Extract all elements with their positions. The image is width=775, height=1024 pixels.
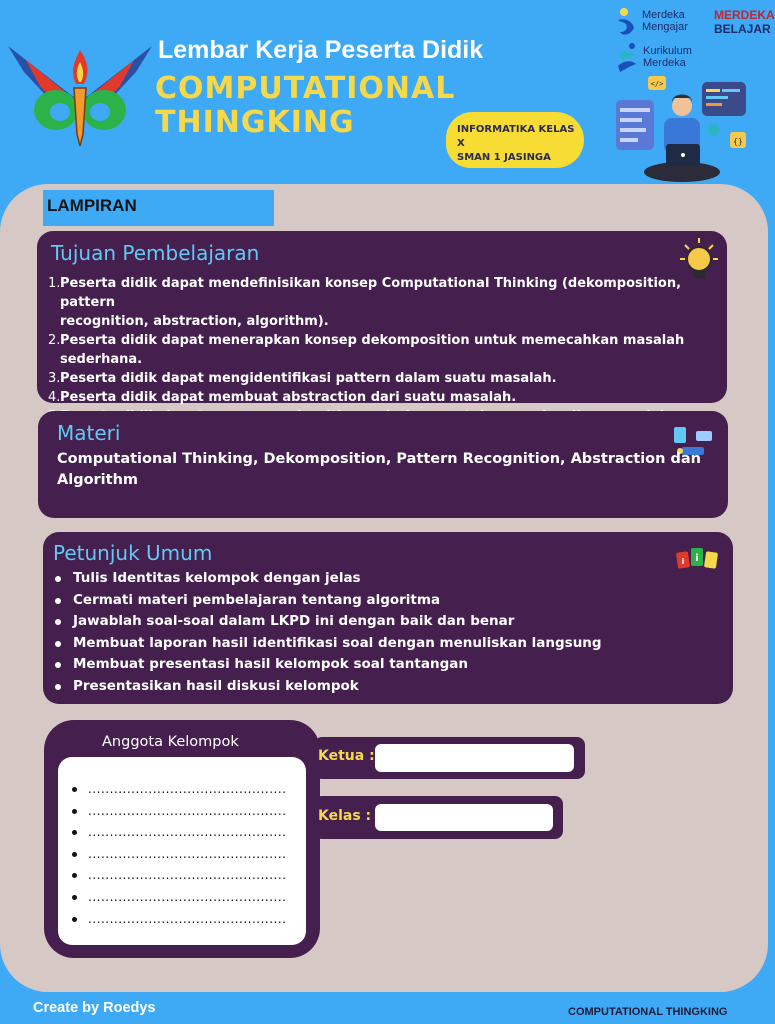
- list-item: [48, 274, 720, 331]
- member-line[interactable]: ..............................................: [70, 909, 286, 931]
- list-number: 3.: [48, 371, 61, 386]
- materi-card: [38, 411, 728, 518]
- member-line[interactable]: ..............................................: [70, 887, 286, 909]
- ketua-input[interactable]: [375, 744, 574, 772]
- subtitle-line-1: COMPUTATIONAL: [155, 71, 456, 106]
- list-item: Membuat laporan hasil identifikasi soal dengan menuliskan langsung: [53, 633, 693, 655]
- programmer-illustration: [612, 74, 754, 190]
- list-item: Membuat presentasi hasil kelompok soal tantangan: [53, 654, 693, 676]
- tujuan-list: [48, 274, 720, 426]
- materi-line-1: Computational Thinking, Dekomposition, Pattern Recognition, Abstraction dan: [57, 451, 702, 467]
- list-item: [48, 369, 720, 388]
- page-title: Lembar Kerja Peserta Didik: [158, 36, 484, 64]
- member-line[interactable]: ..............................................: [70, 844, 286, 866]
- merdeka-mengajar-logo: [616, 6, 708, 40]
- badge-line-1: INFORMATIKA KELAS X: [457, 124, 575, 149]
- merdeka-mengajar-line2: Mengajar: [642, 21, 688, 33]
- kelas-input[interactable]: [375, 804, 553, 831]
- kurikulum-merdeka-logo: [616, 42, 708, 76]
- anggota-title: Anggota Kelompok: [102, 734, 239, 750]
- kurikulum-merdeka-icon: [616, 42, 640, 74]
- tujuan-text: recognition, abstraction, algorithm).: [60, 314, 329, 329]
- footer-credit: Create by Roedys: [33, 1000, 156, 1016]
- class-badge: [446, 112, 584, 168]
- tujuan-card: [37, 231, 727, 403]
- petunjuk-card: [43, 532, 733, 704]
- list-number: 4.: [48, 390, 61, 405]
- merdeka-mengajar-icon: [616, 6, 638, 38]
- kurikulum-line1: Kurikulum: [643, 45, 692, 57]
- list-number: 1.: [48, 276, 61, 291]
- tujuan-text: Peserta didik dapat mengidentifikasi pattern dalam suatu masalah.: [60, 371, 557, 386]
- svg-text:i: i: [695, 553, 699, 564]
- merdeka-mengajar-line1: Merdeka: [642, 9, 685, 21]
- badge-line-2: SMAN 1 JASINGA: [457, 152, 551, 163]
- svg-text:</>: </>: [650, 80, 664, 88]
- ketua-field-box: [314, 737, 585, 779]
- member-line[interactable]: ..............................................: [70, 822, 286, 844]
- petunjuk-title: Petunjuk Umum: [53, 541, 213, 565]
- list-item: Presentasikan hasil diskusi kelompok: [53, 676, 693, 698]
- materi-line-2: Algorithm: [57, 472, 139, 488]
- subtitle-line-2: THINGKING: [155, 105, 355, 140]
- lampiran-label: LAMPIRAN: [43, 190, 274, 226]
- tujuan-title: Tujuan Pembelajaran: [51, 241, 260, 265]
- member-line[interactable]: ..............................................: [70, 801, 286, 823]
- svg-text:{}: {}: [733, 137, 743, 146]
- list-item: Jawablah soal-soal dalam LKPD ini dengan baik dan benar: [53, 611, 693, 633]
- tujuan-text: Peserta didik dapat membuat abstraction dari suatu masalah.: [60, 390, 517, 405]
- materi-title: Materi: [57, 421, 121, 445]
- anggota-list: [70, 779, 286, 930]
- merdeka-belajar-line2: BELAJAR: [714, 22, 771, 36]
- member-line[interactable]: ..............................................: [70, 865, 286, 887]
- footer-title: COMPUTATIONAL THINGKING: [568, 1006, 728, 1018]
- list-item: [48, 331, 720, 369]
- kelas-field-box: [314, 796, 563, 839]
- school-logo: [4, 42, 156, 154]
- list-item: Tulis Identitas kelompok dengan jelas: [53, 568, 693, 590]
- merdeka-belajar-logo: [714, 8, 775, 40]
- svg-text:i: i: [681, 557, 685, 566]
- tujuan-text: Peserta didik dapat menerapkan konsep dekomposition untuk memecahkan masalah sederhana.: [60, 333, 685, 367]
- kelas-label: Kelas :: [318, 808, 372, 824]
- anggota-list-box: [58, 757, 306, 945]
- ketua-label: Ketua :: [318, 748, 375, 764]
- petunjuk-list: [53, 568, 693, 697]
- list-item: Cermati materi pembelajaran tentang algoritma: [53, 590, 693, 612]
- list-number: 2.: [48, 333, 61, 348]
- kurikulum-line2: Merdeka: [643, 57, 686, 69]
- list-item: [48, 388, 720, 407]
- member-line[interactable]: ..............................................: [70, 779, 286, 801]
- merdeka-belajar-line1: MERDEKA: [714, 8, 775, 22]
- tujuan-text: Peserta didik dapat mendefinisikan konsep Computational Thinking (dekomposition, pattern: [60, 276, 682, 310]
